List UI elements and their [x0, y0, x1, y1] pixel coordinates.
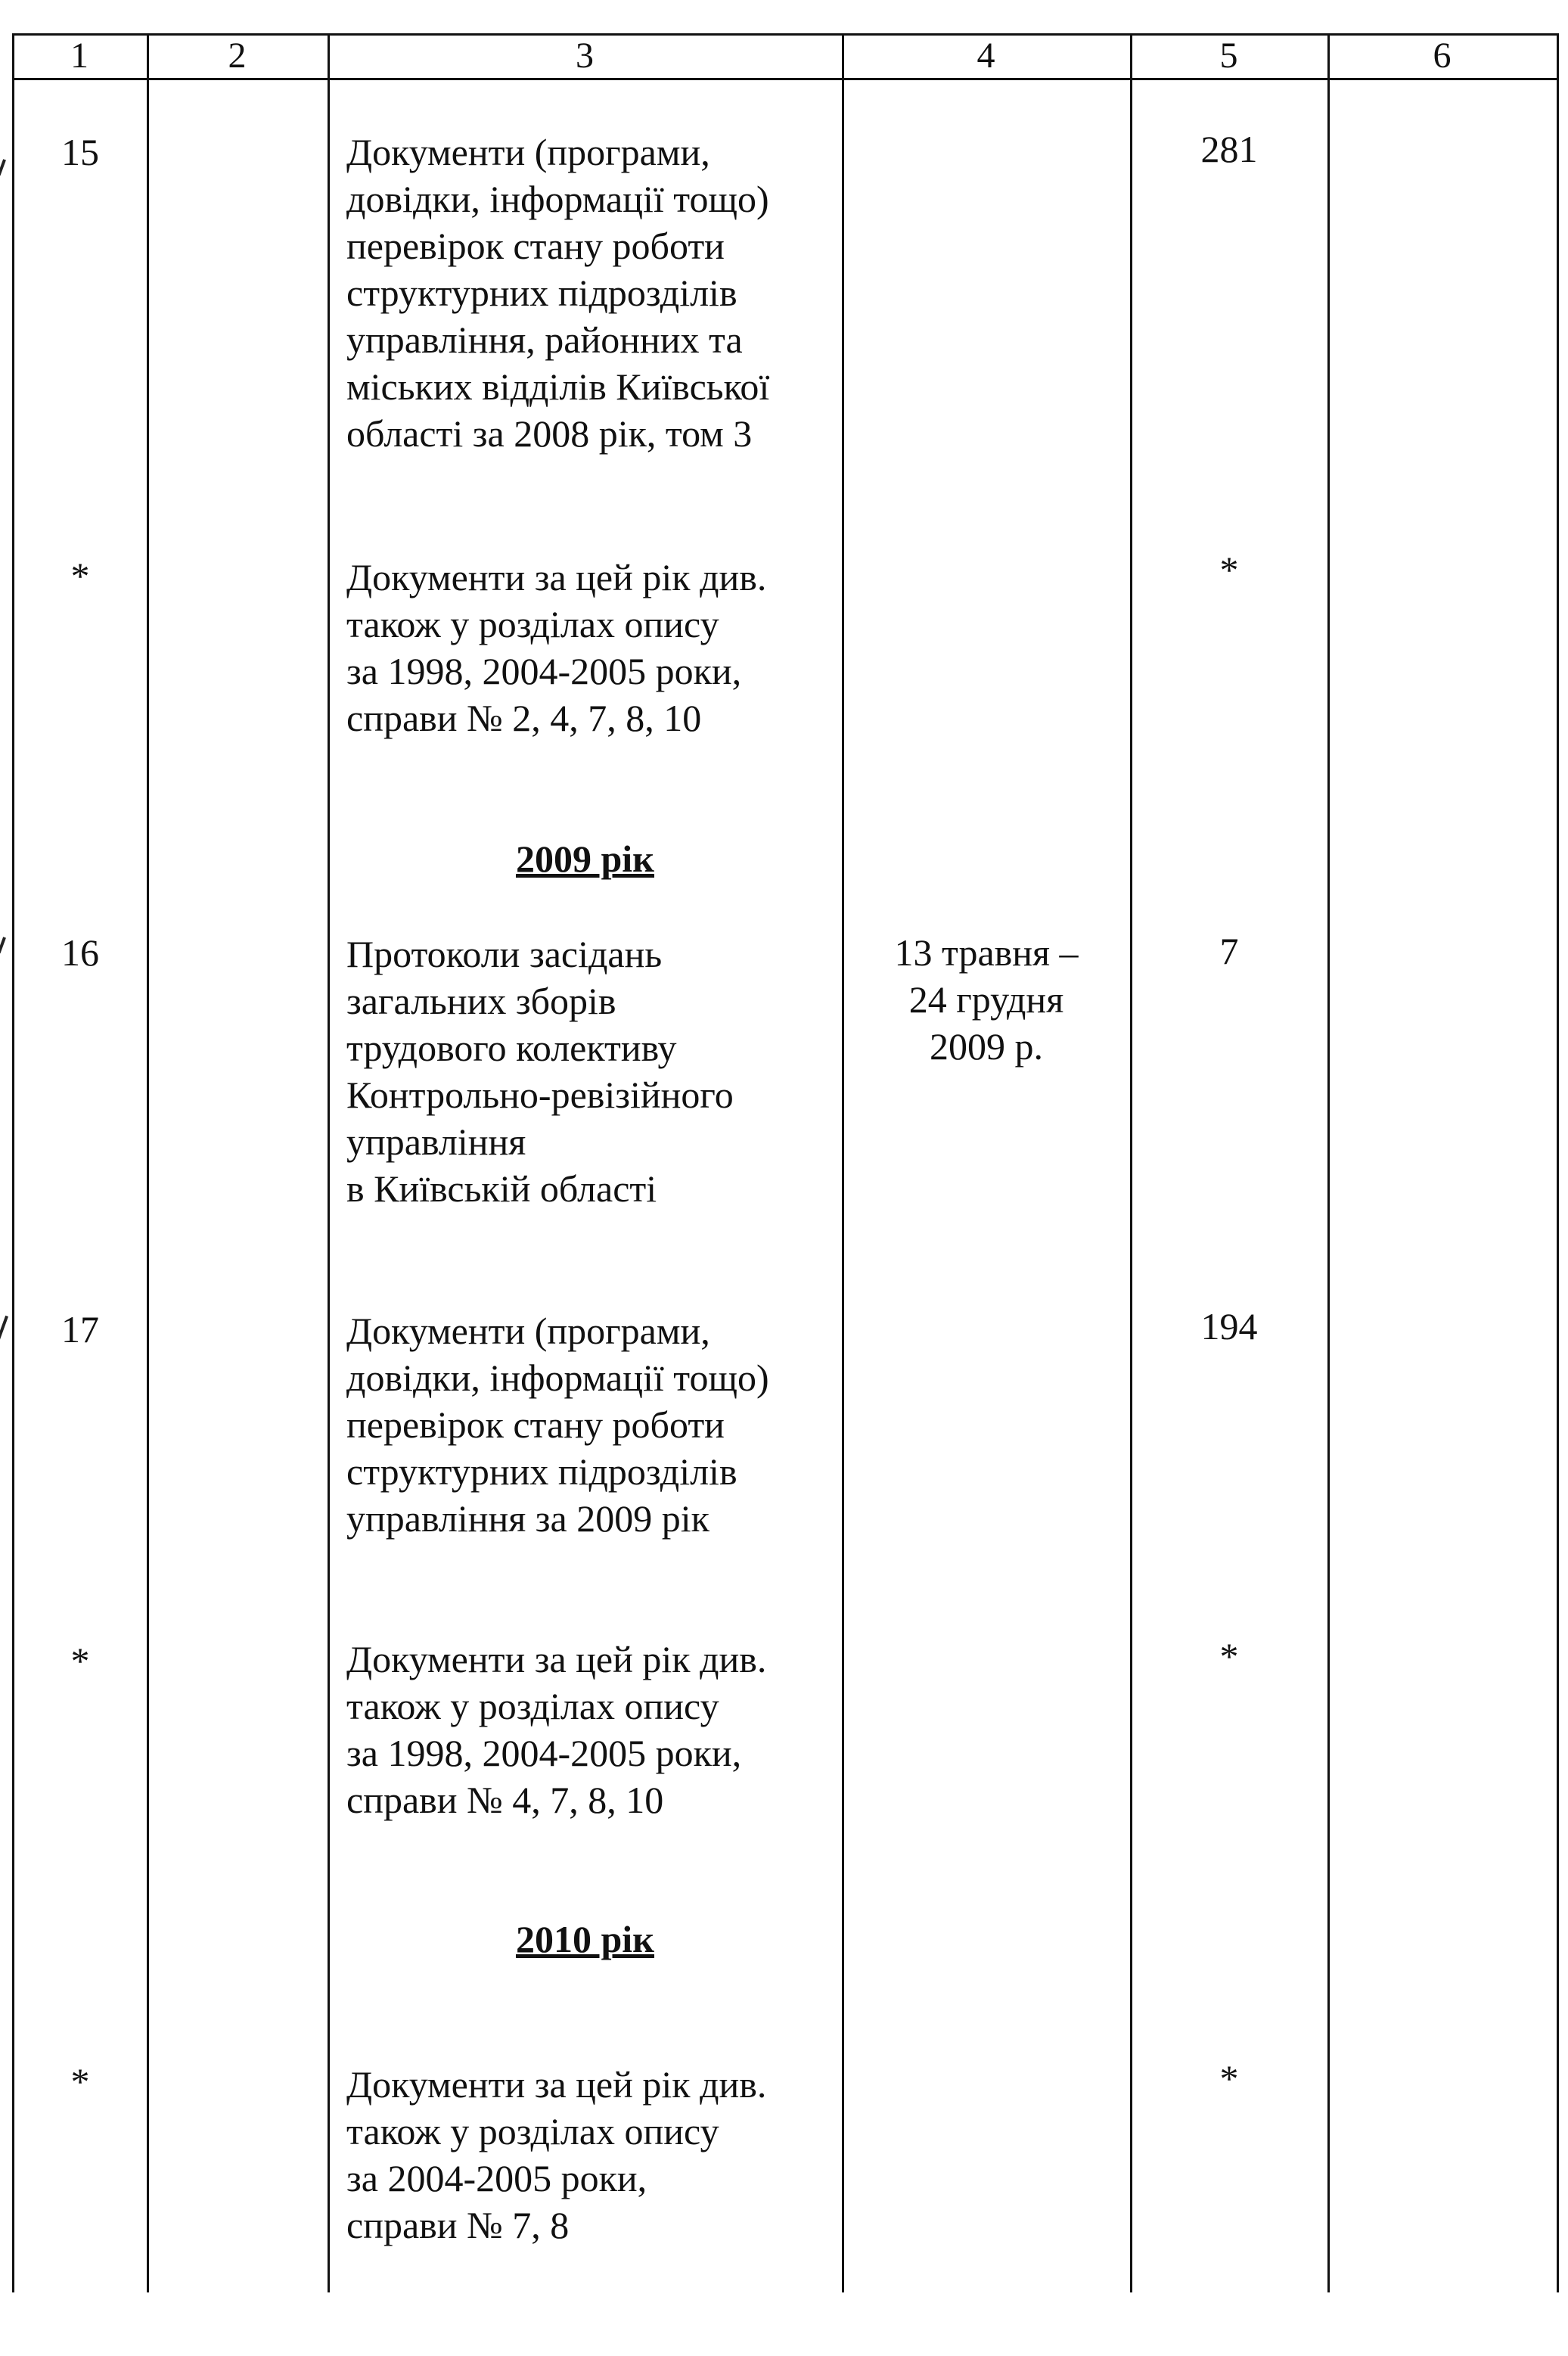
column-divider [12, 33, 14, 2292]
column-divider [842, 33, 844, 2292]
column-header-2: 2 [228, 36, 247, 76]
entry-pages: 194 [1200, 1305, 1258, 1347]
entry-pages: * [1219, 549, 1239, 591]
section-heading-2009: 2009 рік [515, 838, 654, 880]
check-mark-icon [0, 937, 13, 956]
column-divider [147, 33, 149, 2292]
entry-pages: 281 [1200, 128, 1258, 170]
entry-number: * [70, 555, 90, 597]
column-divider [1327, 33, 1330, 2292]
entry-number: 15 [61, 131, 99, 173]
entry-number: * [70, 2060, 90, 2103]
entry-dates: 13 травня – 24 грудня 2009 р. [894, 931, 1079, 1068]
entry-number: * [70, 1640, 90, 1682]
column-divider [1130, 33, 1132, 2292]
entry-pages: * [1219, 2057, 1239, 2100]
check-mark-icon [0, 159, 13, 178]
entry-title: Документи за цей рік див. також у розділах опису за 1998, 2004-2005 роки, справи № 2, 4, 7, 8, 10 [346, 556, 767, 739]
entry-title: Документи (програми, довідки, інформації тощо) перевірок стану роботи структурних підрозділів управління за 2009 рік [346, 1310, 769, 1540]
column-header-1: 1 [70, 36, 88, 76]
column-divider [1557, 33, 1559, 2292]
column-header-6: 6 [1433, 36, 1452, 76]
section-heading-2010: 2010 рік [515, 1918, 654, 1960]
entry-title: Документи за цей рік див. також у розділах опису за 1998, 2004-2005 роки, справи № 4, 7, 8, 10 [346, 1638, 767, 1821]
entry-pages: 7 [1219, 930, 1239, 972]
entry-title: Протоколи засідань загальних зборів трудового колективу Контрольно-ревізійного управління в Київській області [346, 933, 734, 1210]
entry-number: 17 [61, 1308, 99, 1351]
column-header-3: 3 [576, 36, 594, 76]
entry-title: Документи за цей рік див. також у розділах опису за 2004-2005 роки, справи № 7, 8 [346, 2063, 767, 2246]
column-header-4: 4 [977, 36, 995, 76]
entry-pages: * [1219, 1635, 1239, 1677]
column-header-5: 5 [1219, 36, 1238, 76]
entry-number: 16 [61, 931, 99, 974]
entry-title: Документи (програми, довідки, інформації тощо) перевірок стану роботи структурних підрозділів управління, районних та міських відділів Київської області за 2008 рік, том 3 [346, 131, 770, 455]
